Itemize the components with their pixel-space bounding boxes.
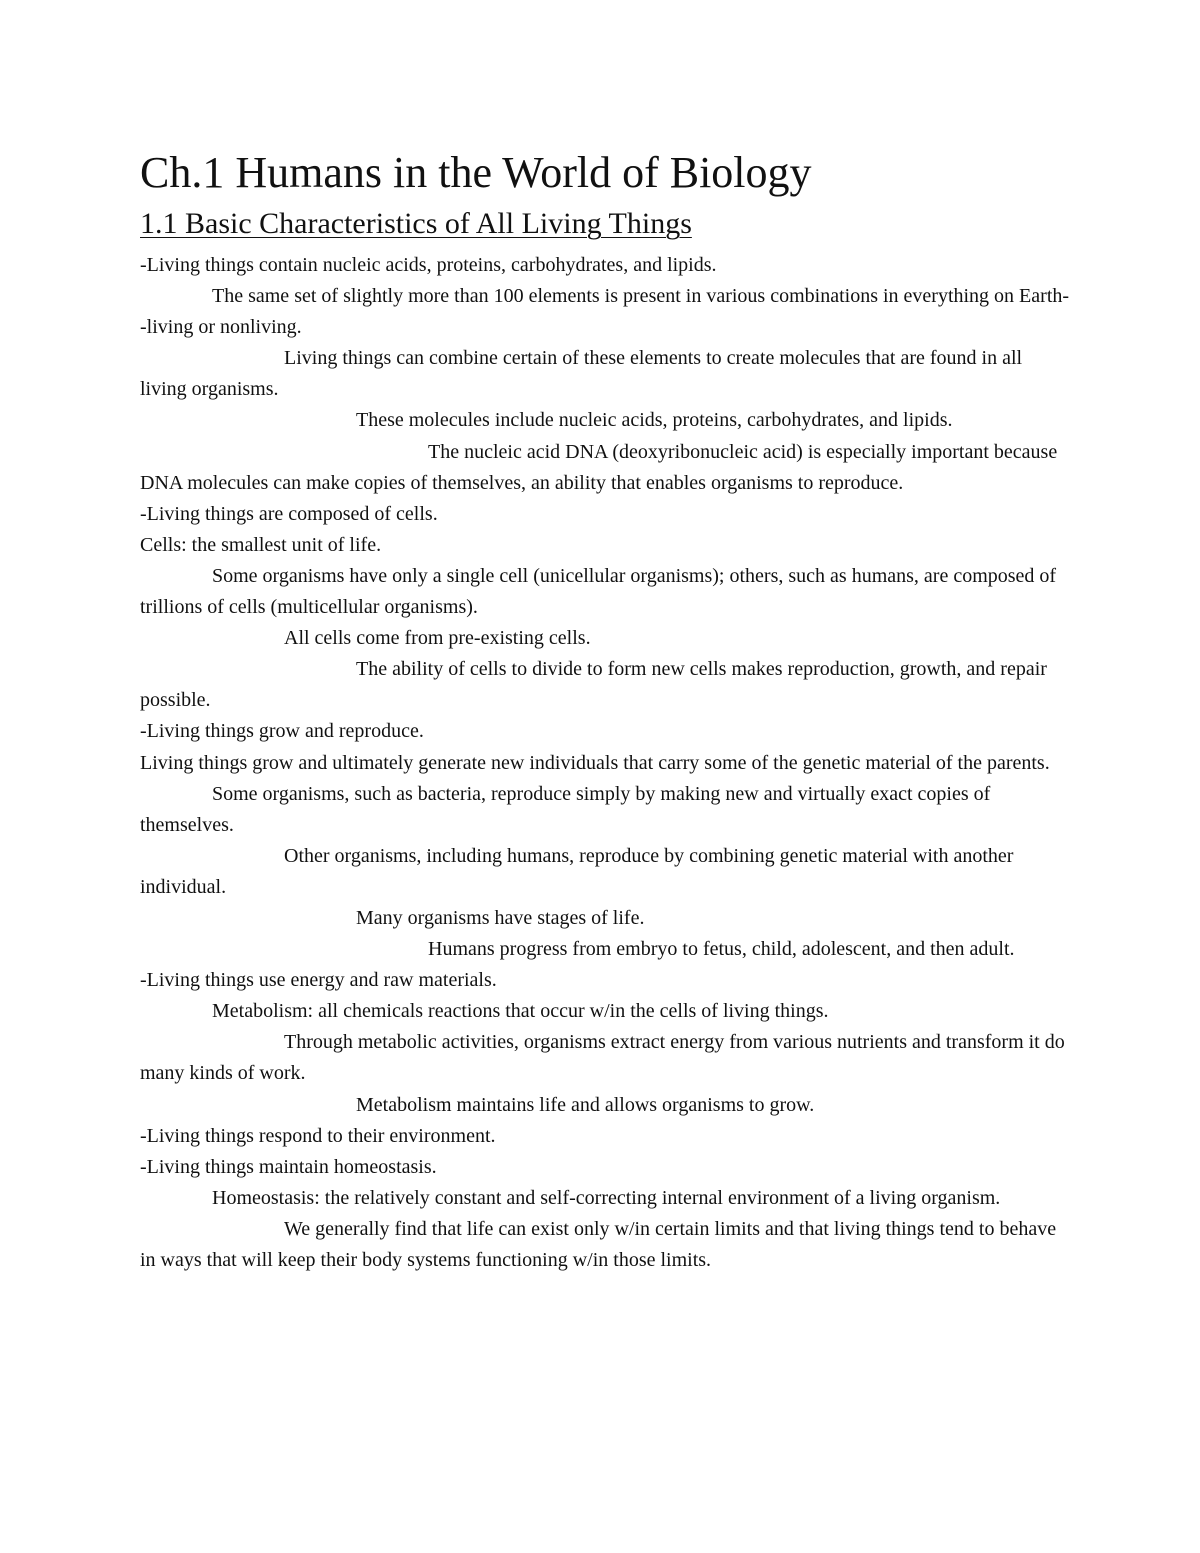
paragraph-pre-existing-cells: All cells come from pre-existing cells. — [284, 627, 591, 650]
notes-body — [140, 250, 1070, 1276]
paragraph-new-individuals: Living things grow and ultimately generate new individuals that carry some of the genetic material of the parents. — [140, 751, 1050, 774]
paragraph-cells-definition: Cells: the smallest unit of life. — [140, 533, 382, 556]
paragraph-energy-raw-materials: -Living things use energy and raw materials. — [140, 969, 497, 992]
paragraph-respond-to-environment: -Living things respond to their environment. — [140, 1124, 496, 1147]
paragraph-metabolism-definition: Metabolism: all chemicals reactions that occur w/in the cells of living things. — [212, 1000, 829, 1023]
paragraph-elements: The same set of slightly more than 100 elements is present in various combinations in everything on Earth--living or nonliving. — [140, 285, 1070, 339]
paragraph-life-limits: We generally find that life can exist only w/in certain limits and that living things tend to behave in ways that will keep their body systems functioning w/in those limits. — [140, 1217, 1057, 1271]
paragraph-unicellular-multicellular: Some organisms have only a single cell (unicellular organisms); others, such as humans, are composed of trillions of cells (multicellular organisms). — [140, 564, 1057, 619]
paragraph-dna: The nucleic acid DNA (deoxyribonucleic acid) is especially important because DNA molecules can make copies of themselves, an ability that enables organisms to reproduce. — [140, 440, 1058, 494]
paragraph-combine-elements: Living things can combine certain of these elements to create molecules that are found in all living organisms. — [140, 347, 1023, 401]
paragraph-human-progression: Humans progress from embryo to fetus, child, adolescent, and then adult. — [428, 938, 1015, 961]
paragraph-metabolic-activities: Through metabolic activities, organisms extract energy from various nutrients and transform it do many kinds of work. — [140, 1031, 1065, 1085]
page-title: Ch.1 Humans in the World of Biology — [140, 148, 812, 197]
paragraph-stages-of-life: Many organisms have stages of life. — [356, 906, 645, 929]
paragraph-grow-and-reproduce: -Living things grow and reproduce. — [140, 720, 424, 743]
section-heading: 1.1 Basic Characteristics of All Living Things — [140, 207, 692, 240]
paragraph-humans-reproduce: Other organisms, including humans, reproduce by combining genetic material with another individual. — [140, 844, 1014, 898]
paragraph-homeostasis-definition: Homeostasis: the relatively constant and self-correcting internal environment of a living organism. — [212, 1186, 1001, 1209]
paragraph-living-things-molecules: -Living things contain nucleic acids, proteins, carbohydrates, and lipids. — [140, 254, 717, 276]
paragraph-metabolism-maintains-life: Metabolism maintains life and allows organisms to grow. — [356, 1093, 815, 1116]
paragraph-cell-division: The ability of cells to divide to form new cells makes reproduction, growth, and repair possible. — [140, 658, 1047, 712]
paragraph-maintain-homeostasis: -Living things maintain homeostasis. — [140, 1155, 437, 1178]
paragraph-composed-of-cells: -Living things are composed of cells. — [140, 502, 438, 525]
paragraph-molecule-types: These molecules include nucleic acids, proteins, carbohydrates, and lipids. — [356, 409, 953, 432]
paragraph-bacteria: Some organisms, such as bacteria, reproduce simply by making new and virtually exact copies of themselves. — [140, 782, 991, 836]
